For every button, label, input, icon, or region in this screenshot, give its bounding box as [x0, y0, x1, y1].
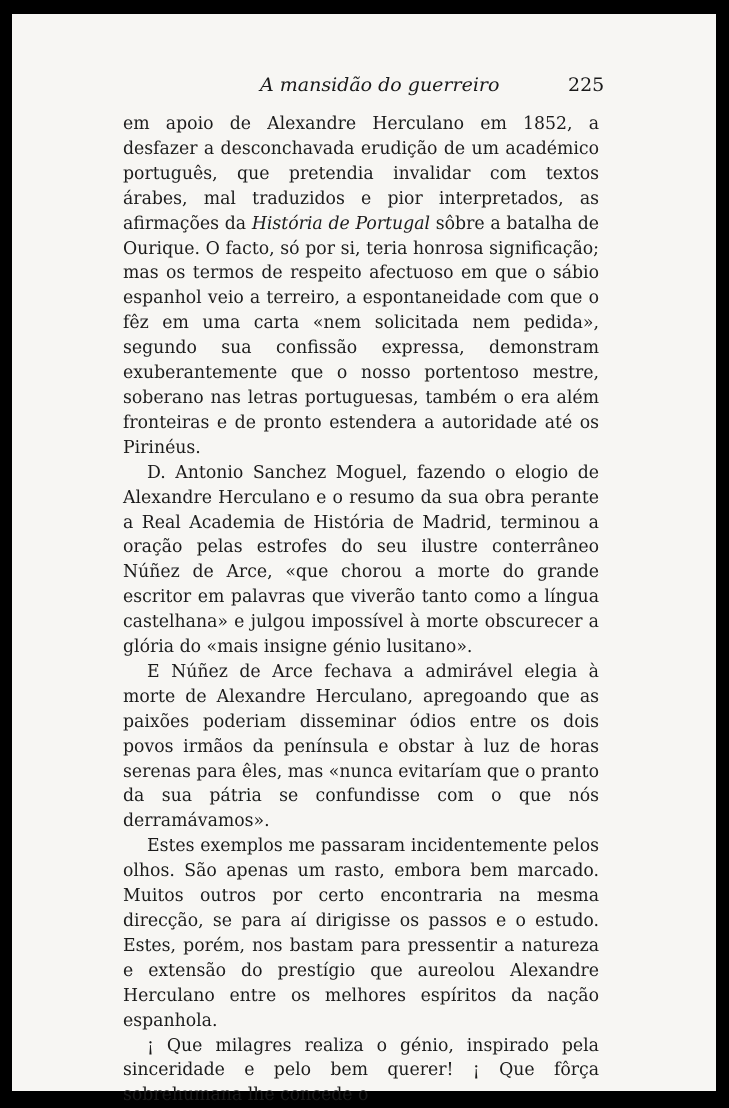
paragraph: Estes exemplos me passaram incidentemente pelos olhos. São apenas um rasto, embora bem marcado. Muitos outros por certo encontraria na mesma direcção, se para aí dirigisse os passos e o estudo. Estes, porém, nos bastam para pressentir a natureza e extensão do prestígio que aureolou Alexandre Herculano entre os melhores espíritos da nação espanhola. — [123, 836, 599, 1031]
paragraph — [123, 112, 599, 461]
paragraph-text: sôbre a batalha de Ourique. O facto, só por si, teria honrosa significação; mas os termos de respeito afectuoso em que o sábio espanhol veio a terreiro, a espontaneidade com que o fêz em uma carta «nem solicitada nem pedida», segundo sua confissão expressa, demonstram exuberantemente que o nosso portentoso mestre, soberano nas letras portuguesas, também o era além fronteiras e de pronto estendera a autoridade até os Pirinéus. — [123, 213, 599, 458]
body-text — [123, 112, 599, 1108]
page-number: 225 — [568, 74, 605, 96]
paragraph: E Núñez de Arce fechava a admirável elegia à morte de Alexandre Herculano, apregoando que as paixões poderiam disseminar ódios entre os dois povos irmãos da península e obstar à luz de horas serenas para êles, mas «nunca evitaríam que o pranto da sua pátria se confundisse com o que nós derramávamos». — [123, 661, 599, 832]
book-title: História de Portugal — [251, 213, 431, 234]
book-page — [12, 14, 716, 1106]
paragraph-text: em apoio de Alexandre Herculano em 1852, a desfazer a desconchavada erudição de um académico português, que pretendia invalidar com textos árabes, mal traduzidos e pior interpretados, as afirmações da — [123, 114, 599, 234]
running-title: A mansidão do guerreiro — [260, 74, 500, 96]
paragraph: D. Antonio Sanchez Moguel, fazendo o elogio de Alexandre Herculano e o resumo da sua obra perante a Real Academia de História de Madrid, terminou a oração pelas estrofes do seu ilustre conterrâneo Núñez de Arce, «que chorou a morte do grande escritor em palavras que viverão tanto como a língua castelhana» e julgou impossível à morte obscurecer a glória do «mais insigne génio lusitano». — [123, 462, 599, 658]
page-header — [12, 74, 716, 102]
paragraph: ¡ Que milagres realiza o génio, inspirado pela sinceridade e pelo bem querer! ¡ Que fôrça sobrehumana lhe concede o — [123, 1035, 599, 1106]
